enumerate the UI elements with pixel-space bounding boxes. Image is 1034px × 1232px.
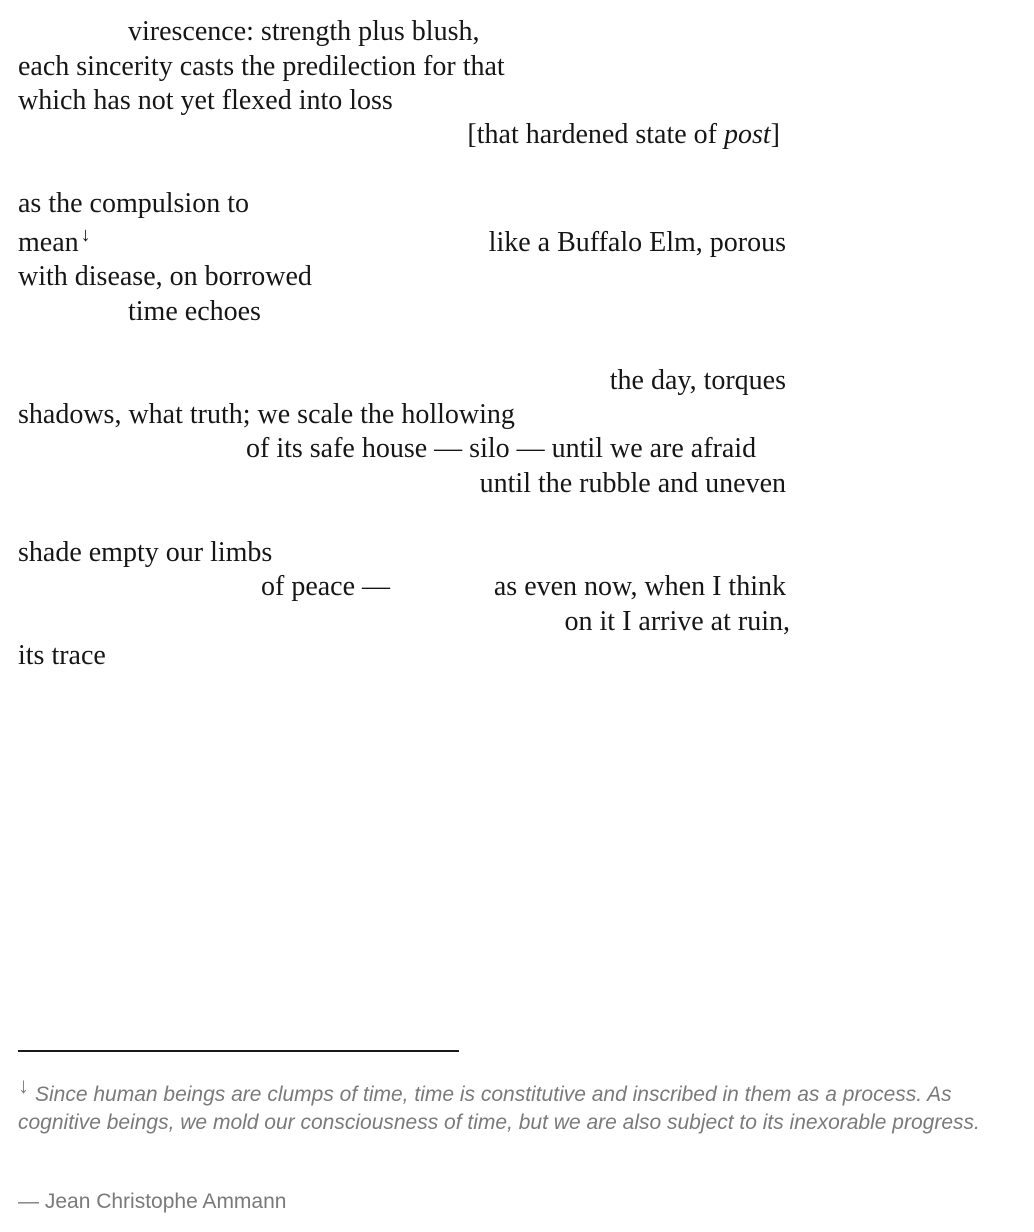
footnote-attribution: — Jean Christophe Ammann [18,1190,287,1213]
poem-line: of peace — [261,571,391,602]
footnote-ref-arrow-icon[interactable]: ↓ [80,224,91,246]
footnote-divider [18,1050,459,1052]
poem-line: each sincerity casts the predilection for that [18,51,505,82]
poem-line: its trace [18,640,106,671]
footnote [18,1073,1028,1137]
poem-line: on it I arrive at ruin, [564,606,790,637]
footnote-arrow-icon: ↓ [18,1073,29,1098]
poem-text: ] [770,119,780,150]
poem-line: virescence: strength plus blush, [128,16,480,47]
poem-line: the day, torques [609,365,786,396]
poem-line: time echoes [128,296,261,327]
poem-line: as even now, when I think [493,571,786,602]
poem-italic-word: post [723,119,771,150]
poem-line: until the rubble and uneven [479,468,786,499]
poem-line: of its safe house — silo — until we are afraid [246,433,757,464]
poem-line: shadows, what truth; we scale the hollowing [18,399,515,430]
footnote-text: Since human beings are clumps of time, time is constitutive and inscribed in them as a process. As cognitive beings, we mold our consciousness of time, but we are also subject to its inexorable progress. [18,1083,980,1134]
poem-line: like a Buffalo Elm, porous [488,227,786,258]
poem-line [467,118,780,152]
poem-line: as the compulsion to [18,188,249,219]
poem-line: with disease, on borrowed [18,261,312,292]
poem-text: mean [18,227,79,258]
poem-line [18,226,91,262]
poem-text: [that hardened state of [467,119,724,150]
poem-line: shade empty our limbs [18,537,273,568]
poem-line: which has not yet flexed into loss [18,85,393,116]
